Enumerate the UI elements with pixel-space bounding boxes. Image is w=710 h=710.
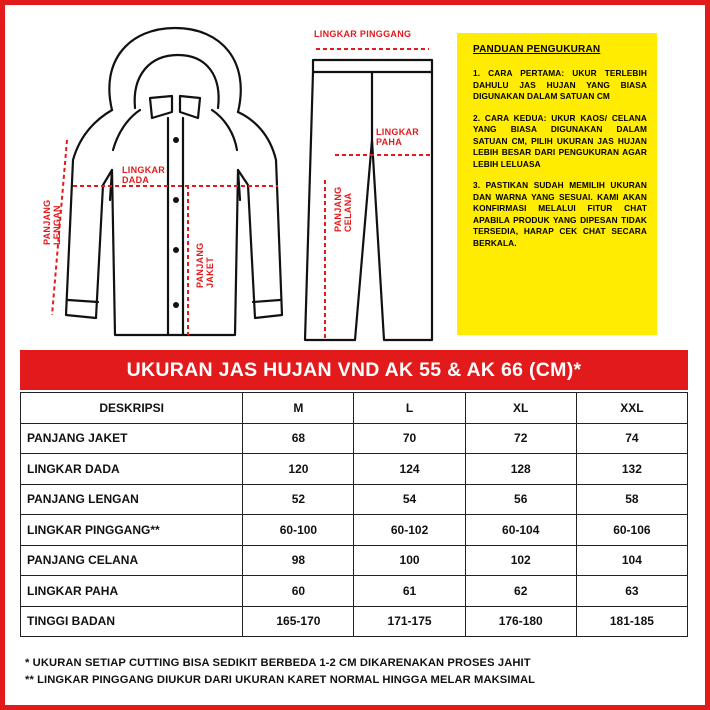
pants-waistband [313,60,432,72]
table-row [21,545,688,576]
cell-xxl: 132 [576,454,687,485]
hood-outline [109,28,240,112]
hood-inner [135,55,219,108]
row-label: LINGKAR PINGGANG** [21,515,243,546]
cell-m: 98 [243,545,354,576]
cell-l: 60-102 [354,515,465,546]
label-lingkar-pinggang: LINGKAR PINGGANG [314,29,412,39]
label-panjang-celana: PANJANG CELANA [333,186,353,232]
header-l: L [354,393,465,424]
header-m: M [243,393,354,424]
cell-m: 52 [243,484,354,515]
footnote-1: * UKURAN SETIAP CUTTING BISA SEDIKIT BERBEDA 1-2 CM DIKARENAKAN PROSES JAHIT [25,657,531,669]
row-label: TINGGI BADAN [21,606,243,637]
cell-xxl: 58 [576,484,687,515]
cell-xxl: 181-185 [576,606,687,637]
label-panjang-jaket: PANJANG JAKET [195,242,215,288]
table-row [21,484,688,515]
size-table-title: UKURAN JAS HUJAN VND AK 55 & AK 66 (CM)* [20,350,688,390]
size-table [20,392,688,637]
row-label: LINGKAR DADA [21,454,243,485]
cell-xxl: 104 [576,545,687,576]
header-deskripsi: DESKRIPSI [21,393,243,424]
cell-xl: 60-104 [465,515,576,546]
footnotes [25,655,535,689]
row-label: LINGKAR PAHA [21,576,243,607]
label-panjang-lengan: PANJANG LENGAN [42,199,62,245]
guide-item-3: 3. PASTIKAN SUDAH MEMILIH UKURAN DAN WARNA YANG SESUAI. KAMI AKAN KONFIRMASI MELALUI FITUR CHAT APABILA PRODUK YANG DIPESAN TIDAK TERSEDIA, HARAP CEK CHAT SECARA BERKALA. [473,180,647,248]
cell-xxl: 74 [576,423,687,454]
cell-m: 120 [243,454,354,485]
cell-xl: 128 [465,454,576,485]
cell-xl: 62 [465,576,576,607]
header-xxl: XXL [576,393,687,424]
garment-drawing [0,0,460,345]
measurement-guide [457,33,657,335]
cell-m: 165-170 [243,606,354,637]
cell-m: 68 [243,423,354,454]
cell-xl: 72 [465,423,576,454]
table-row [21,454,688,485]
cell-xl: 176-180 [465,606,576,637]
cell-l: 171-175 [354,606,465,637]
cell-m: 60-100 [243,515,354,546]
cell-l: 124 [354,454,465,485]
table-row [21,423,688,454]
cell-xl: 56 [465,484,576,515]
garment-illustration [0,0,460,345]
table-row [21,576,688,607]
cell-l: 61 [354,576,465,607]
row-label: PANJANG CELANA [21,545,243,576]
guide-item-2: 2. CARA KEDUA: UKUR KAOS/ CELANA YANG BIASA DIGUNAKAN DALAM SATUAN CM, PILIH UKURAN JAS HUJAN LEBIH BESAR DARI PENGUKURAN AGAR LEBIH LELUASA [473,112,647,169]
table-header-row [21,393,688,424]
footnote-2: ** LINGKAR PINGGANG DIUKUR DARI UKURAN KARET NORMAL HINGGA MELAR MAKSIMAL [25,674,536,686]
cell-l: 100 [354,545,465,576]
header-xl: XL [465,393,576,424]
cell-m: 60 [243,576,354,607]
cell-xxl: 63 [576,576,687,607]
table-row [21,515,688,546]
cell-xl: 102 [465,545,576,576]
table-row [21,606,688,637]
row-label: PANJANG JAKET [21,423,243,454]
label-lingkar-dada: LINGKAR DADA [122,165,166,185]
label-lingkar-paha: LINGKAR PAHA [376,127,420,147]
cell-l: 70 [354,423,465,454]
cell-l: 54 [354,484,465,515]
cell-xxl: 60-106 [576,515,687,546]
guide-title: PANDUAN PENGUKURAN [473,44,601,55]
guide-item-1: 1. CARA PERTAMA: UKUR TERLEBIH DAHULU JAS HUJAN YANG BIASA DIGUNAKAN DALAM SATUAN CM [473,68,647,101]
row-label: PANJANG LENGAN [21,484,243,515]
